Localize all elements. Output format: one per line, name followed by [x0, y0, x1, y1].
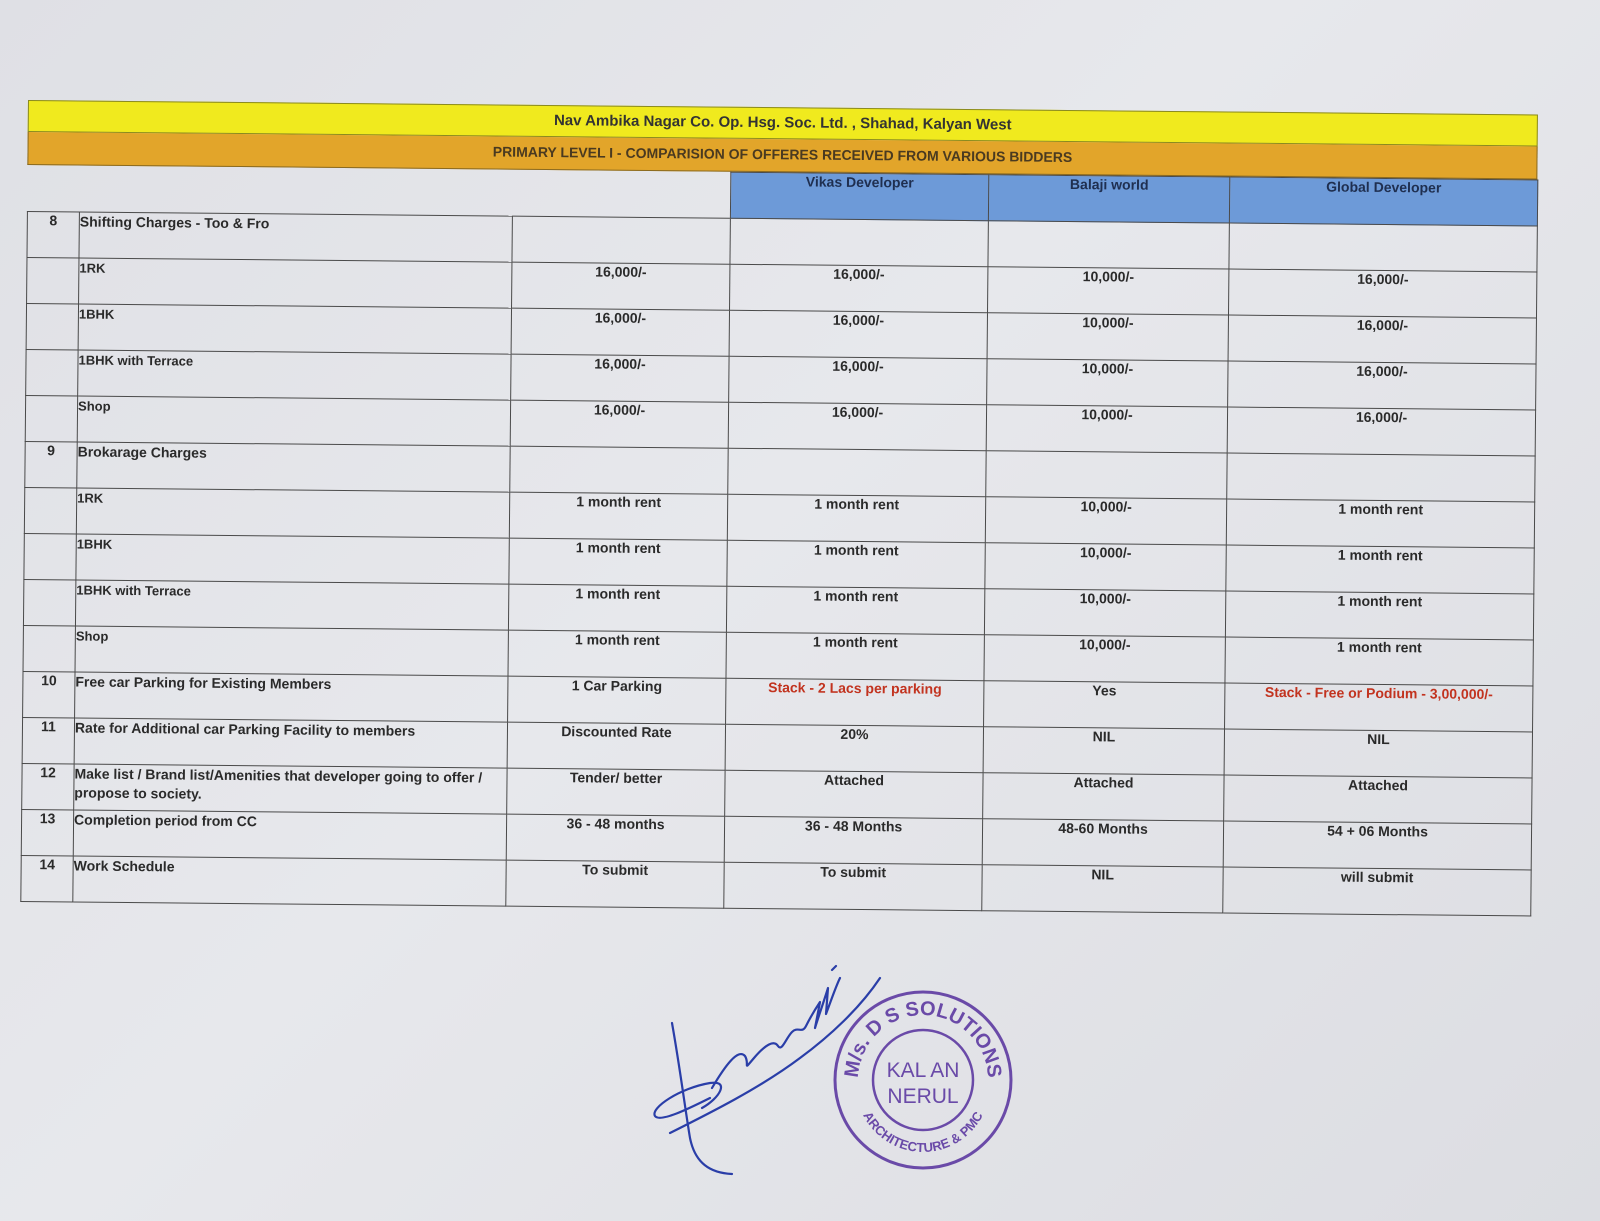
item-description: 1RK: [79, 258, 512, 308]
bidder-offer-cell: 10,000/-: [985, 497, 1226, 545]
requirement-cell: 1 Car Parking: [508, 676, 726, 724]
svg-text:M/s. D S SOLUTIONS: M/s. D S SOLUTIONS: [840, 997, 1006, 1079]
bidder-offer-cell: 16,000/-: [1228, 361, 1536, 410]
svg-text:KAL AN: KAL AN: [886, 1059, 960, 1082]
bidder-offer-cell: 16,000/-: [1228, 315, 1536, 364]
bidder-offer-cell: [1229, 223, 1537, 272]
item-description: Brokarage Charges: [77, 442, 510, 492]
requirement-cell: [510, 446, 728, 494]
item-number: [27, 257, 79, 303]
item-number: [23, 579, 75, 625]
item-number: [26, 303, 78, 349]
item-description: 1BHK with Terrace: [78, 350, 511, 400]
requirement-cell: 16,000/-: [511, 354, 729, 402]
item-number: [24, 487, 76, 533]
bidder-offer-cell: Attached: [725, 770, 983, 818]
requirement-cell: 16,000/-: [511, 308, 729, 356]
bidder-offer-cell: NIL: [983, 727, 1224, 775]
item-number: [24, 533, 76, 579]
bidder-offer-cell: 1 month rent: [1225, 591, 1533, 640]
bidder-offer-cell: 10,000/-: [988, 267, 1229, 315]
bidder-offer-cell: [728, 448, 986, 496]
header-spacer: [27, 166, 730, 219]
bidder-offer-cell: 16,000/-: [729, 310, 987, 358]
bidder-offer-cell: Attached: [983, 773, 1224, 821]
item-number: 9: [25, 441, 77, 487]
bidder-offer-cell: 10,000/-: [986, 405, 1227, 453]
comparison-sheet: [20, 100, 1538, 916]
society-title: Nav Ambika Nagar Co. Op. Hsg. Soc. Ltd. , Shahad, Kalyan West: [28, 100, 1538, 146]
bidder-offer-cell: 20%: [725, 724, 983, 772]
bidder-offer-cell: Yes: [984, 681, 1225, 729]
bidder-offer-cell: 1 month rent: [726, 586, 984, 634]
bidder-offer-cell: 54 + 06 Months: [1223, 821, 1531, 870]
requirement-cell: Tender/ better: [507, 768, 725, 816]
bidder-offer-cell: 10,000/-: [984, 635, 1225, 683]
company-stamp-icon: [828, 985, 1018, 1175]
item-description: 1BHK: [76, 534, 509, 584]
item-number: 10: [23, 671, 75, 717]
bidder-offer-cell: Stack - 2 Lacs per parking: [726, 678, 984, 726]
requirement-cell: 36 - 48 months: [506, 814, 724, 862]
bidder-offer-cell: 48-60 Months: [982, 819, 1223, 867]
item-description: 1RK: [76, 488, 509, 538]
bidder-offer-cell: 16,000/-: [728, 402, 986, 450]
item-number: 11: [22, 717, 74, 763]
item-description: Work Schedule: [73, 856, 506, 906]
comparison-table: [20, 165, 1538, 916]
bidder-header: Balaji world: [988, 175, 1229, 223]
item-description: Completion period from CC: [73, 810, 506, 860]
bidder-offer-cell: 1 month rent: [727, 540, 985, 588]
item-number: [25, 395, 77, 441]
bidder-offer-cell: NIL: [982, 865, 1223, 913]
item-number: 8: [27, 211, 79, 257]
requirement-cell: 1 month rent: [508, 630, 726, 678]
item-description: Shop: [75, 626, 508, 676]
bidder-offer-cell: [730, 218, 988, 266]
item-description: 1BHK with Terrace: [75, 580, 508, 630]
bidder-offer-cell: 1 month rent: [727, 494, 985, 542]
requirement-cell: 1 month rent: [508, 584, 726, 632]
bidder-offer-cell: 10,000/-: [984, 589, 1225, 637]
requirement-cell: 1 month rent: [509, 492, 727, 540]
bidder-offer-cell: 1 month rent: [726, 632, 984, 680]
requirement-cell: To submit: [506, 860, 724, 908]
item-number: 14: [21, 855, 73, 901]
bidder-header: Vikas Developer: [730, 172, 988, 220]
item-number: [23, 625, 75, 671]
bidder-offer-cell: 10,000/-: [985, 543, 1226, 591]
bidder-offer-cell: 16,000/-: [730, 264, 988, 312]
item-description: Shop: [77, 396, 510, 446]
requirement-cell: Discounted Rate: [507, 722, 725, 770]
bidder-offer-cell: will submit: [1223, 867, 1531, 916]
bidder-offer-cell: Stack - Free or Podium - 3,00,000/-: [1225, 683, 1533, 732]
bidder-offer-cell: Attached: [1224, 775, 1532, 824]
bidder-offer-cell: 16,000/-: [1227, 407, 1535, 456]
bidder-offer-cell: 1 month rent: [1226, 499, 1534, 548]
bidder-offer-cell: [986, 451, 1227, 499]
bidder-offer-cell: [1227, 453, 1535, 502]
bidder-offer-cell: 10,000/-: [987, 313, 1228, 361]
bidder-offer-cell: 16,000/-: [1229, 269, 1537, 318]
requirement-cell: 1 month rent: [509, 538, 727, 586]
requirement-cell: [512, 216, 730, 264]
comparison-subtitle: PRIMARY LEVEL I - COMPARISION OF OFFERES RECEIVED FROM VARIOUS BIDDERS: [27, 132, 1537, 179]
item-description: Free car Parking for Existing Members: [75, 672, 508, 722]
bidder-offer-cell: 1 month rent: [1226, 545, 1534, 594]
bidder-offer-cell: 10,000/-: [987, 359, 1228, 407]
bidder-offer-cell: 16,000/-: [729, 356, 987, 404]
item-description: Shifting Charges - Too & Fro: [79, 212, 512, 262]
item-number: 13: [21, 809, 73, 855]
item-number: 12: [22, 763, 74, 809]
bidder-offer-cell: 36 - 48 Months: [724, 816, 982, 864]
svg-text:ARCHITECTURE & PMC: ARCHITECTURE & PMC: [860, 1108, 986, 1156]
bidder-offer-cell: To submit: [724, 862, 982, 910]
bidder-offer-cell: 1 month rent: [1225, 637, 1533, 686]
item-description: 1BHK: [78, 304, 511, 354]
bidder-offer-cell: [988, 221, 1229, 269]
requirement-cell: 16,000/-: [512, 262, 730, 310]
item-description: Rate for Additional car Parking Facility to members: [74, 718, 507, 768]
bidder-offer-cell: NIL: [1224, 729, 1532, 778]
svg-text:NERUL: NERUL: [887, 1085, 959, 1108]
bidder-header: Global Developer: [1229, 177, 1537, 226]
requirement-cell: 16,000/-: [510, 400, 728, 448]
item-description: Make list / Brand list/Amenities that developer going to offer / propose to society.: [74, 764, 507, 814]
item-number: [26, 349, 78, 395]
